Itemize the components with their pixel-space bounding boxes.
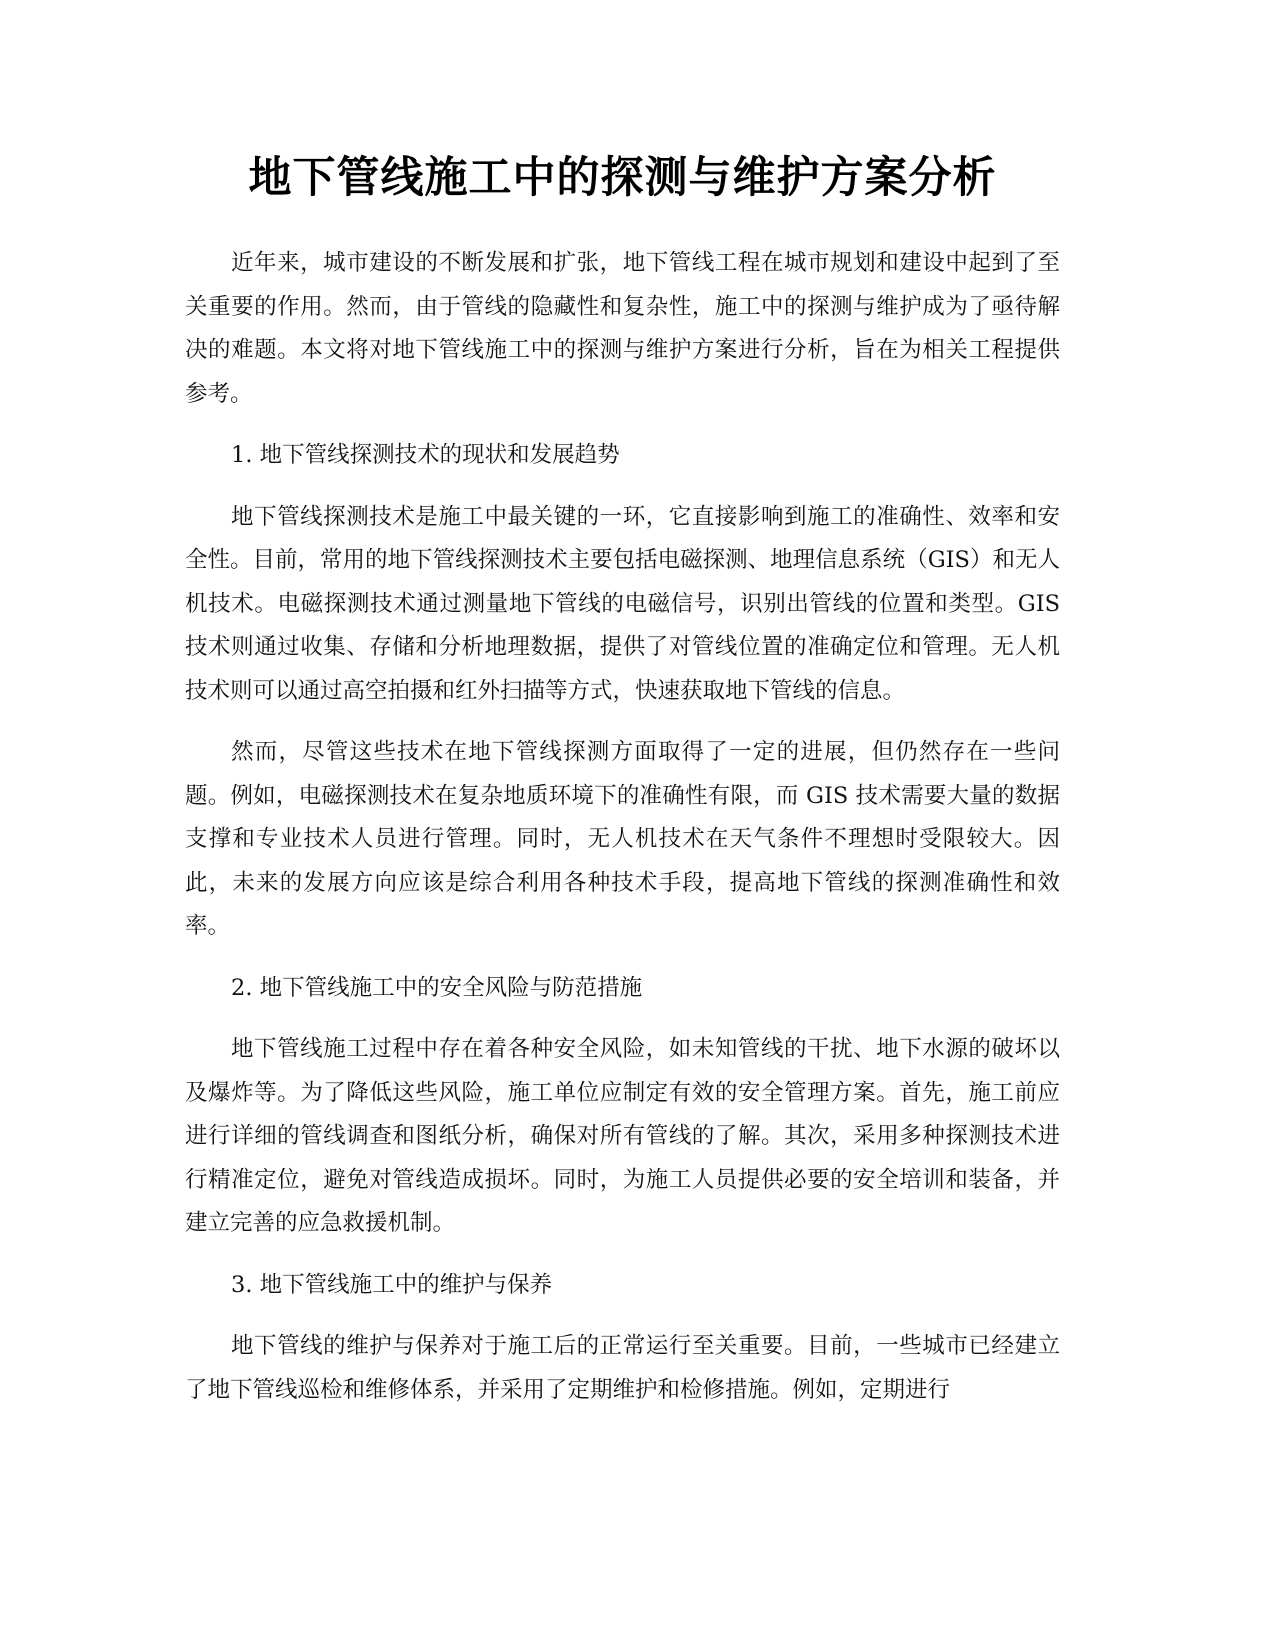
section-1-paragraph-2: 然而，尽管这些技术在地下管线探测方面取得了一定的进展，但仍然存在一些问题。例如，电磁探测技术在复杂地质环境下的准确性有限，而 GIS 技术需要大量的数据支撑和专业技术人员进行管理。同时，无人机技术在天气条件不理想时受限较大。因此，未来的发展方向应该是综合利用各种技术手段，提高地下管线的探测准确性和效率。 [185,739,1060,939]
section-1-heading: 1. 地下管线探测技术的现状和发展趋势 [231,442,620,468]
section-3-paragraph-1: 地下管线的维护与保养对于施工后的正常运行至关重要。目前，一些城市已经建立了地下管线巡检和维修体系，并采用了定期维护和检修措施。例如，定期进行 [185,1333,1060,1403]
section-2-heading: 2. 地下管线施工中的安全风险与防范措施 [231,974,643,1001]
document-title: 地下管线施工中的探测与维护方案分析 [248,153,997,203]
section-3-heading: 3. 地下管线施工中的维护与保养 [231,1271,553,1298]
section-2-paragraph-1: 地下管线施工过程中存在着各种安全风险，如未知管线的干扰、地下水源的破坏以及爆炸等。为了降低这些风险，施工单位应制定有效的安全管理方案。首先，施工前应进行详细的管线调查和图纸分析，确保对所有管线的了解。其次，采用多种探测技术进行精准定位，避免对管线造成损坏。同时，为施工人员提供必要的安全培训和装备，并建立完善的应急救援机制。 [185,1036,1060,1236]
intro-paragraph: 近年来，城市建设的不断发展和扩张，地下管线工程在城市规划和建设中起到了至关重要的作用。然而，由于管线的隐藏性和复杂性，施工中的探测与维护成为了亟待解决的难题。本文将对地下管线施工中的探测与维护方案进行分析，旨在为相关工程提供参考。 [185,250,1060,407]
section-1-paragraph-1: 地下管线探测技术是施工中最关键的一环，它直接影响到施工的准确性、效率和安全性。目前，常用的地下管线探测技术主要包括电磁探测、地理信息系统（GIS）和无人机技术。电磁探测技术通过测量地下管线的电磁信号，识别出管线的位置和类型。GIS 技术则通过收集、存储和分析地理数据，提供了对管线位置的准确定位和管理。无人机技术则可以通过高空拍摄和红外扫描等方式，快速获取地下管线的信息。 [185,503,1060,704]
